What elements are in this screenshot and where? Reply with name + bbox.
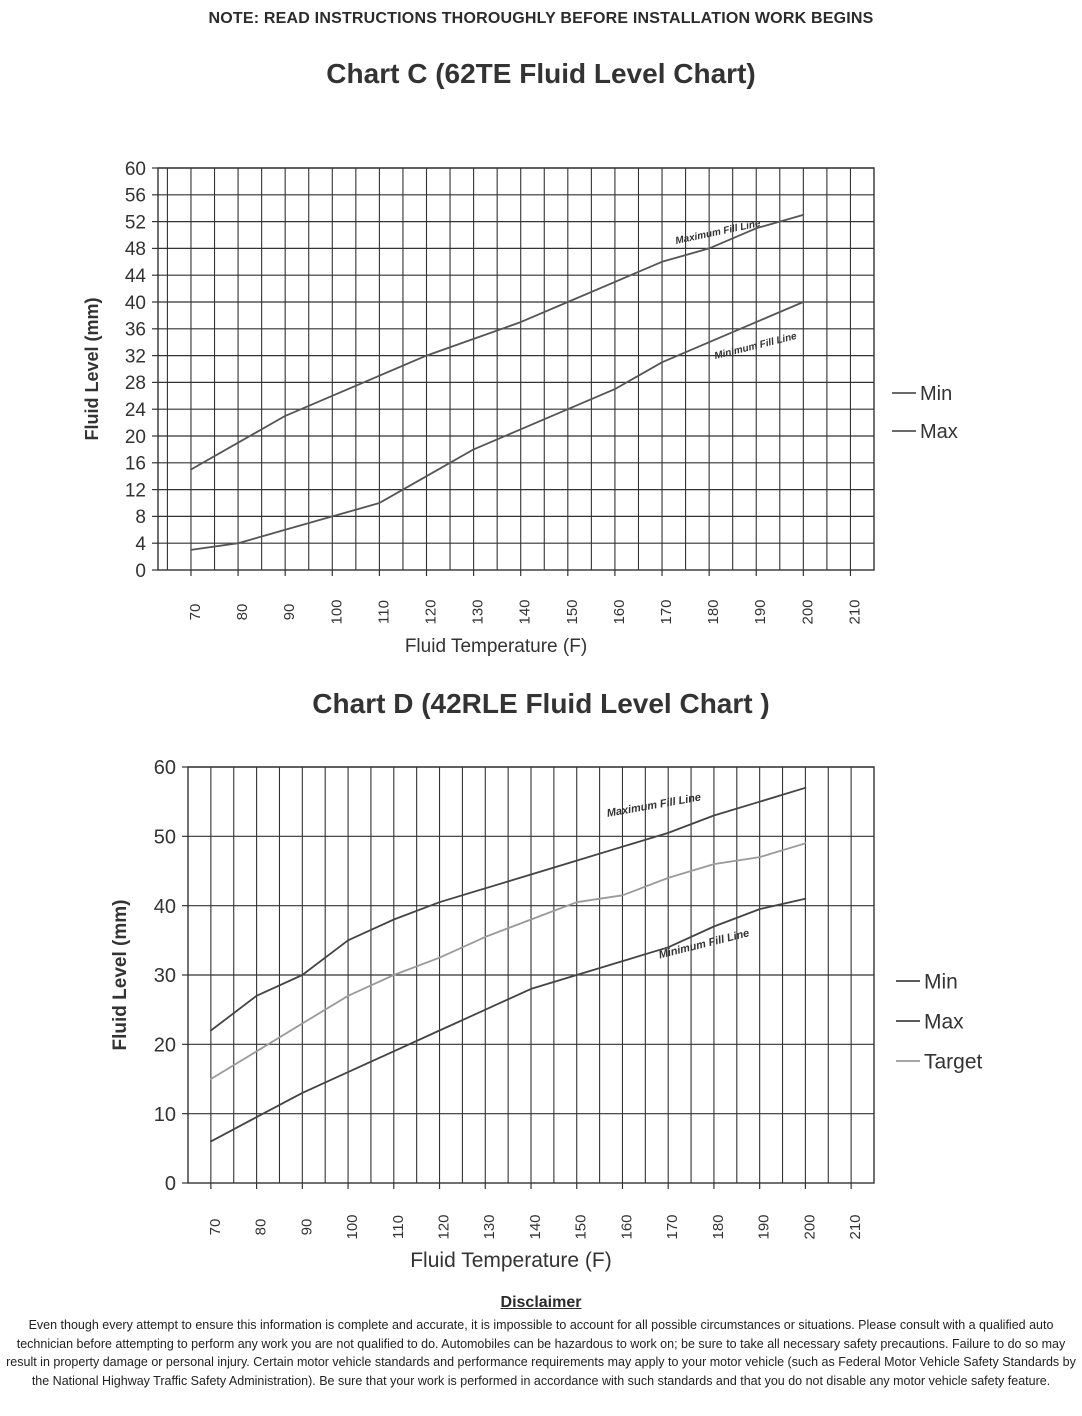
y-tick-label: 40 bbox=[153, 895, 176, 918]
data-point-min bbox=[426, 475, 428, 477]
data-point-max bbox=[622, 846, 624, 848]
data-point-target bbox=[530, 919, 532, 921]
data-point-max bbox=[567, 301, 569, 303]
data-point-min bbox=[237, 542, 239, 544]
x-tick-label: 110 bbox=[375, 600, 393, 624]
x-tick-label: 70 bbox=[186, 603, 204, 621]
y-tick-label: 52 bbox=[124, 212, 146, 234]
data-point-target bbox=[759, 856, 761, 858]
data-point-min bbox=[622, 960, 624, 962]
x-tick-label: 130 bbox=[469, 599, 487, 625]
data-point-min bbox=[284, 529, 286, 531]
data-point-min bbox=[331, 516, 333, 518]
data-point-min bbox=[567, 408, 569, 410]
y-tick-label: 0 bbox=[164, 1173, 176, 1196]
x-tick-label: 80 bbox=[252, 1218, 270, 1236]
x-tick-label: 190 bbox=[755, 1214, 773, 1240]
x-tick-label: 70 bbox=[206, 1218, 224, 1236]
y-axis-label: Fluid Level (mm) bbox=[110, 899, 131, 1051]
y-tick-label: 56 bbox=[124, 185, 146, 207]
data-point-max bbox=[805, 787, 807, 789]
data-point-target bbox=[301, 1023, 303, 1025]
x-tick-label: 180 bbox=[709, 1214, 727, 1240]
x-tick-label: 170 bbox=[664, 1214, 682, 1240]
fill-line-annotation: Maximum Fill Line bbox=[605, 791, 702, 820]
y-tick-label: 20 bbox=[153, 1034, 176, 1057]
data-point-max bbox=[576, 860, 578, 862]
data-point-target bbox=[576, 901, 578, 903]
y-tick-label: 16 bbox=[124, 453, 146, 475]
data-point-target bbox=[256, 1050, 258, 1052]
data-point-target bbox=[622, 894, 624, 896]
installation-note: NOTE: READ INSTRUCTIONS THOROUGHLY BEFORE INSTALLATION WORK BEGINS bbox=[208, 10, 874, 27]
fill-line-annotation: Minimum Fill Line bbox=[713, 330, 798, 363]
data-point-min bbox=[393, 1050, 395, 1052]
data-point-max bbox=[802, 214, 804, 216]
y-tick-label: 20 bbox=[124, 426, 146, 448]
data-point-max bbox=[426, 355, 428, 357]
data-point-min bbox=[759, 908, 761, 910]
x-tick-label: 120 bbox=[435, 1214, 453, 1240]
data-point-min bbox=[520, 428, 522, 430]
x-tick-label: 150 bbox=[563, 599, 581, 625]
data-point-max bbox=[237, 442, 239, 444]
y-tick-label: 24 bbox=[124, 400, 146, 422]
data-point-min bbox=[210, 1141, 212, 1143]
x-tick-label: 150 bbox=[572, 1214, 590, 1240]
x-tick-label: 140 bbox=[526, 1214, 544, 1240]
data-point-max bbox=[378, 375, 380, 377]
x-tick-label: 90 bbox=[281, 603, 299, 621]
data-point-max bbox=[210, 1030, 212, 1032]
data-point-max bbox=[256, 995, 258, 997]
y-tick-label: 60 bbox=[124, 158, 146, 180]
data-point-min bbox=[301, 1092, 303, 1094]
data-point-max bbox=[331, 395, 333, 397]
x-axis-label: Fluid Temperature (F) bbox=[410, 1249, 612, 1272]
data-point-max bbox=[190, 469, 192, 471]
x-tick-label: 200 bbox=[801, 1214, 819, 1240]
x-tick-label: 110 bbox=[389, 1215, 407, 1239]
x-tick-label: 90 bbox=[298, 1218, 316, 1236]
data-point-min bbox=[347, 1071, 349, 1073]
y-axis-label: Fluid Level (mm) bbox=[82, 297, 102, 441]
x-tick-label: 160 bbox=[618, 1214, 636, 1240]
data-point-target bbox=[439, 957, 441, 959]
data-point-max bbox=[661, 261, 663, 263]
y-tick-label: 44 bbox=[124, 266, 146, 288]
disclaimer-heading: Disclaimer bbox=[500, 1294, 582, 1311]
x-tick-label: 180 bbox=[705, 599, 723, 625]
data-point-target bbox=[713, 863, 715, 865]
data-point-max bbox=[530, 874, 532, 876]
legend-label-min: Min bbox=[920, 383, 953, 406]
data-point-min bbox=[614, 388, 616, 390]
data-point-min bbox=[708, 341, 710, 343]
data-point-max bbox=[708, 248, 710, 250]
data-point-max bbox=[439, 901, 441, 903]
data-point-min bbox=[805, 898, 807, 900]
y-tick-label: 36 bbox=[124, 319, 146, 341]
chart-c-title: Chart C (62TE Fluid Level Chart) bbox=[326, 58, 756, 89]
legend-label-max: Max bbox=[920, 421, 958, 444]
y-tick-label: 8 bbox=[135, 507, 146, 529]
data-point-max bbox=[667, 832, 669, 834]
data-point-max bbox=[301, 974, 303, 976]
x-tick-label: 130 bbox=[481, 1214, 499, 1240]
data-point-min bbox=[484, 1009, 486, 1011]
x-tick-label: 100 bbox=[344, 1214, 362, 1240]
y-tick-label: 40 bbox=[124, 292, 146, 314]
y-tick-label: 48 bbox=[124, 239, 146, 261]
data-point-max bbox=[473, 338, 475, 340]
data-point-max bbox=[393, 919, 395, 921]
y-tick-label: 0 bbox=[135, 560, 146, 582]
legend-label-target: Target bbox=[924, 1050, 983, 1074]
data-point-max bbox=[759, 801, 761, 803]
y-tick-label: 12 bbox=[124, 480, 146, 502]
data-point-min bbox=[530, 988, 532, 990]
y-tick-label: 60 bbox=[153, 757, 176, 780]
data-point-min bbox=[473, 449, 475, 451]
x-tick-label: 80 bbox=[234, 603, 252, 621]
data-point-max bbox=[614, 281, 616, 283]
data-point-target bbox=[393, 974, 395, 976]
data-point-target bbox=[667, 877, 669, 879]
fill-line-annotation: Minimum Fill Line bbox=[657, 927, 751, 962]
data-point-max bbox=[484, 887, 486, 889]
x-tick-label: 160 bbox=[610, 599, 628, 625]
x-tick-label: 200 bbox=[799, 599, 817, 625]
disclaimer-text: Even though every attempt to ensure this information is complete and accurate, it is impossible to account for all possible circumstances or situations. Please consult with a qualified auto technician before attempting to perform any work you are not qualified to do. Automobiles can be hazardous to work on; be sure to take all necessary safety precautions. Failure to do so may result in property damage or personal injury. Certain motor vehicle standards and performance requirements may apply to your motor vehicle (such as Federal Motor Vehicle Safety Standards by the National Highway Traffic Safety Administration). Be sure that your work is performed in accordance with such standards and that you do not disable any motor vehicle safety feature. bbox=[6, 1318, 1076, 1388]
data-point-min bbox=[190, 549, 192, 551]
data-point-min bbox=[802, 301, 804, 303]
y-tick-label: 10 bbox=[153, 1103, 176, 1126]
y-tick-label: 28 bbox=[124, 373, 146, 395]
legend-label-max: Max bbox=[924, 1010, 964, 1034]
x-tick-label: 120 bbox=[422, 599, 440, 625]
y-tick-label: 4 bbox=[135, 534, 146, 556]
y-tick-label: 30 bbox=[153, 965, 176, 988]
x-tick-label: 100 bbox=[328, 599, 346, 625]
x-axis-label: Fluid Temperature (F) bbox=[404, 636, 588, 657]
data-point-min bbox=[713, 926, 715, 928]
x-tick-label: 170 bbox=[657, 599, 675, 625]
chart-c bbox=[0, 150, 1082, 660]
data-point-max bbox=[347, 939, 349, 941]
data-point-target bbox=[210, 1078, 212, 1080]
fill-line-annotation: Maximum Fill Line bbox=[674, 218, 762, 247]
data-point-target bbox=[347, 995, 349, 997]
y-tick-label: 32 bbox=[124, 346, 146, 368]
data-point-min bbox=[576, 974, 578, 976]
chart-d-title: Chart D (42RLE Fluid Level Chart ) bbox=[312, 688, 770, 719]
data-point-target bbox=[805, 842, 807, 844]
data-point-min bbox=[256, 1116, 258, 1118]
x-tick-label: 210 bbox=[847, 1214, 865, 1240]
data-point-min bbox=[755, 321, 757, 323]
x-tick-label: 210 bbox=[846, 599, 864, 625]
x-tick-label: 140 bbox=[516, 599, 534, 625]
x-tick-label: 190 bbox=[752, 599, 770, 625]
data-point-min bbox=[661, 361, 663, 363]
legend-label-min: Min bbox=[924, 970, 958, 994]
data-point-target bbox=[484, 936, 486, 938]
y-tick-label: 50 bbox=[153, 826, 176, 849]
plot-area bbox=[158, 168, 874, 570]
data-point-min bbox=[439, 1030, 441, 1032]
data-point-min bbox=[378, 502, 380, 504]
data-point-max bbox=[713, 815, 715, 817]
data-point-max bbox=[520, 321, 522, 323]
chart-d bbox=[0, 745, 1082, 1285]
data-point-max bbox=[284, 415, 286, 417]
